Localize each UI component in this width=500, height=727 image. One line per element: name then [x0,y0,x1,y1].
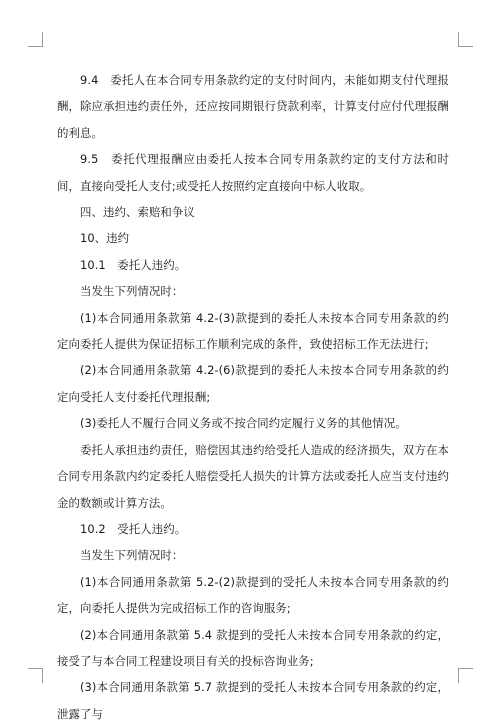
clause-10-2-item-1: (1)本合同通用条款第 5.2-(2)款提到的受托人未按本合同专用条款的约定，向委托人提供为完成招标工作的咨询服务; [57,574,449,616]
clause-10-1-item-1: (1)本合同通用条款第 4.2-(3)款提到的委托人未按本合同专用条款的约定向委托人提供为保证招标工作顺利完成的条件，致使招标工作无法进行; [57,310,449,352]
clause-10-1-heading: 10.1 委托人违约。 [80,257,187,272]
clause-10-1-liability: 委托人承担违约责任，赔偿因其违约给受托人造成的经济损失，双方在本合同专用条款内约定委托人赔偿受托人损失的计算方法或委托人应当支付违约金的数额或计算方法。 [57,442,449,510]
section-heading-4: 四、违约、索赔和争议 [80,205,195,220]
crop-mark-bottom-left [28,668,43,683]
document-body [57,67,449,727]
clause-10-1-item-3: (3)委托人不履行合同义务或不按合同约定履行义务的其他情况。 [80,416,407,431]
clause-10-2-heading: 10.2 受托人违约。 [80,521,187,536]
clause-10-2-item-2: (2)本合同通用条款第 5.4 款提到的受托人未按本合同专用条款的约定，接受了与本合同工程建设项目有关的投标咨询业务; [57,627,449,668]
clause-9-4: 9.4 委托人在本合同专用条款约定的支付时间内，未能如期支付代理报酬，除应承担违约责任外，还应按同期银行贷款利率，计算支付应付代理报酬的利息。 [57,73,449,140]
crop-mark-bottom-right [458,668,473,683]
clause-9-5: 9.5 委托代理报酬应由委托人按本合同专用条款约定的支付方法和时间，直接向受托人支付;或受托人按照约定直接向中标人收取。 [57,152,449,193]
clause-10-1-item-2: (2)本合同通用条款第 4.2-(6)款提到的委托人未按本合同专用条款的约定向受托人支付委托代理报酬; [57,363,449,404]
clause-10-2-intro: 当发生下列情况时： [80,548,184,563]
crop-mark-top-left [28,32,43,47]
clause-10-heading: 10、违约 [80,231,130,246]
clause-10-2-item-3: (3)本合同通用条款第 5.7 款提到的受托人未按本合同专用条款的约定，泄露了与 [57,680,449,721]
clause-10-1-intro: 当发生下列情况时： [80,284,184,299]
crop-mark-top-right [458,32,473,47]
